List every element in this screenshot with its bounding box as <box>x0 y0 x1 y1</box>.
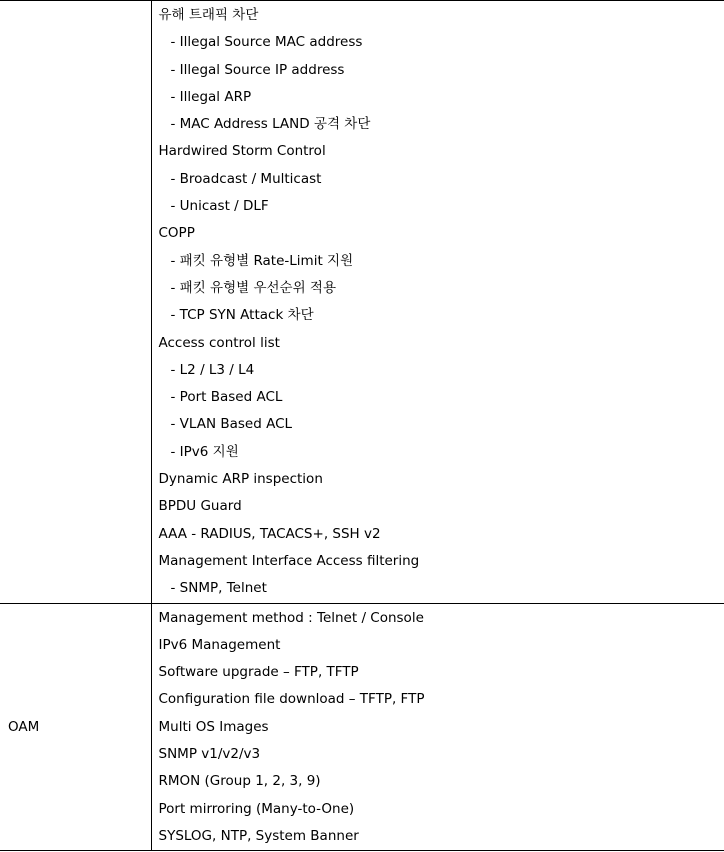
feature-item: Configuration file download – TFTP, FTP <box>158 691 425 708</box>
feature-subitem: - 패킷 유형별 Rate-Limit 지원 <box>170 252 354 269</box>
feature-subitem: - Illegal Source IP address <box>170 61 345 78</box>
oam-category-cell: OAM <box>0 603 151 851</box>
feature-item: SYSLOG, NTP, System Banner <box>158 827 359 844</box>
feature-item: IPv6 Management <box>158 636 281 653</box>
feature-subitem: - VLAN Based ACL <box>170 416 293 433</box>
security-category-cell <box>0 1 151 604</box>
feature-subitem: - L2 / L3 / L4 <box>170 361 255 378</box>
oam-features-cell <box>151 603 724 851</box>
feature-item: COPP <box>158 225 195 242</box>
feature-subitem: - IPv6 지원 <box>170 443 239 460</box>
feature-item: Management Interface Access filtering <box>158 552 420 569</box>
security-features-cell <box>151 1 724 604</box>
feature-subitem: - Broadcast / Multicast <box>170 170 322 187</box>
feature-subitem: - 패킷 유형별 우선순위 적용 <box>170 279 336 296</box>
feature-item: Hardwired Storm Control <box>158 143 326 160</box>
feature-item: Multi OS Images <box>158 718 269 735</box>
security-row <box>0 1 724 604</box>
feature-item: RMON (Group 1, 2, 3, 9) <box>158 773 321 790</box>
oam-row <box>0 603 724 851</box>
feature-subitem: - Unicast / DLF <box>170 198 269 215</box>
feature-item: SNMP v1/v2/v3 <box>158 746 261 763</box>
feature-item: Software upgrade – FTP, TFTP <box>158 664 359 681</box>
feature-item: Management method : Telnet / Console <box>158 609 424 626</box>
feature-subitem: - Illegal Source MAC address <box>170 34 363 51</box>
feature-item: 유해 트래픽 차단 <box>158 7 259 23</box>
oam-feature-list <box>159 604 724 851</box>
feature-item: Dynamic ARP inspection <box>158 471 323 488</box>
feature-subitem: - Port Based ACL <box>170 389 283 406</box>
feature-subitem: - SNMP, Telnet <box>170 580 267 597</box>
feature-item: Access control list <box>158 334 280 351</box>
feature-subitem: - Illegal ARP <box>170 88 252 105</box>
feature-item: Port mirroring (Many-to-One) <box>158 800 355 817</box>
feature-item: BPDU Guard <box>158 498 242 515</box>
feature-subitem: - MAC Address LAND 공격 차단 <box>170 116 371 133</box>
security-feature-list <box>159 1 724 603</box>
feature-item: AAA - RADIUS, TACACS+, SSH v2 <box>158 525 381 542</box>
feature-subitem: - TCP SYN Attack 차단 <box>170 307 314 324</box>
